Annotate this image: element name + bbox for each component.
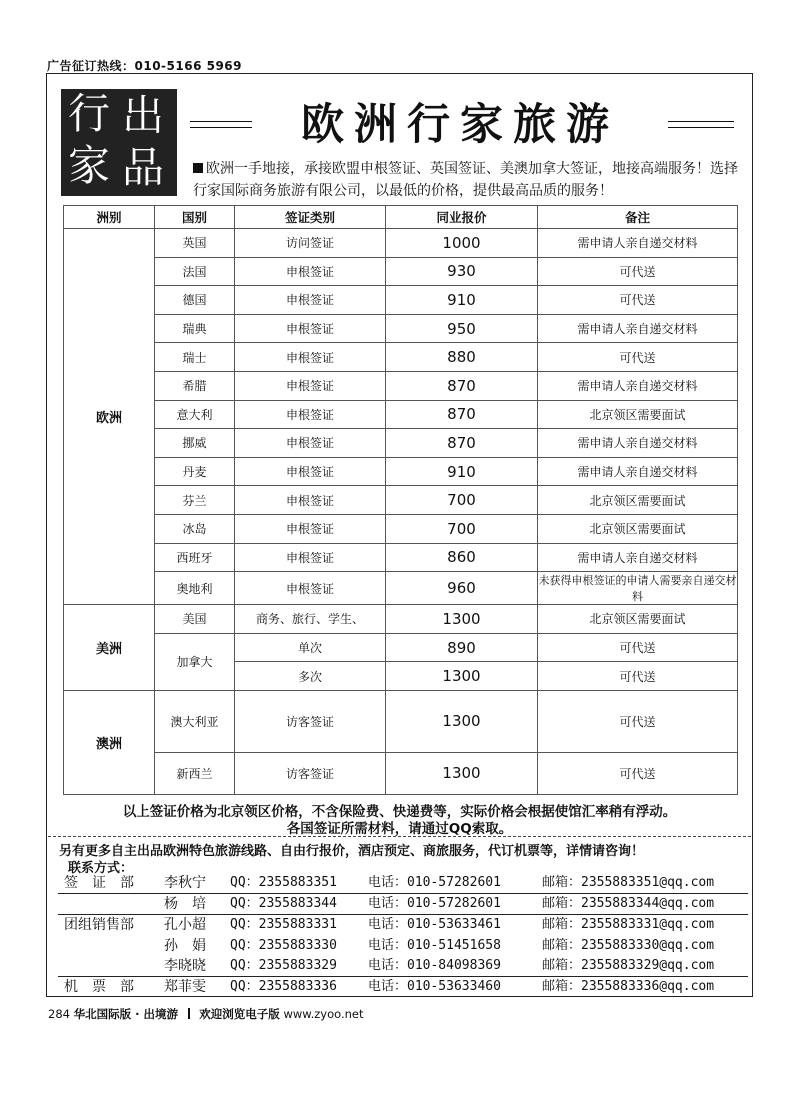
table-header-row [64,206,738,229]
contact-name: 杨 培 [164,896,206,913]
contact-email[interactable]: 邮箱：2355883344@qq.com [542,896,715,912]
price-cell: 1000 [386,229,538,258]
contact-name: 李秋宁 [164,875,206,891]
contact-email[interactable]: 邮箱：2355883330@qq.com [542,937,715,953]
country-cell: 西班牙 [155,543,235,572]
country-cell: 瑞典 [155,314,235,343]
remark-cell: 可代送 [538,286,738,315]
contact-email[interactable]: 邮箱：2355883329@qq.com [542,957,715,973]
visa-type-cell: 访问签证 [235,229,386,258]
contact-name: 李晓晓 [164,957,206,974]
region-cell-oceania: 澳洲 [64,690,155,794]
country-cell: 奥地利 [155,572,235,605]
title-rule-right [668,121,734,128]
materials-note: 各国签证所需材料，请通过QQ索取。 [286,821,513,837]
remark-cell: 可代送 [538,752,738,794]
page-footer [48,1006,364,1022]
title-rule-left [190,121,252,128]
price-cell: 960 [386,572,538,605]
visa-type-cell: 申根签证 [235,286,386,315]
visa-type-cell: 申根签证 [235,457,386,486]
contact-email[interactable]: 邮箱：2355883351@qq.com [542,875,715,890]
table-row [64,572,738,605]
region-cell-america: 美洲 [64,605,155,691]
price-cell: 890 [386,633,538,662]
contact-row [58,977,748,997]
col-header-region: 洲别 [64,206,155,229]
footer-slogan: 欢迎浏览电子版 [199,1007,280,1021]
country-cell: 芬兰 [155,486,235,515]
logo-char: 出 [121,91,164,140]
visa-type-cell: 单次 [235,633,386,662]
remark-cell: 可代送 [538,662,738,691]
country-cell: 德国 [155,286,235,315]
contact-qq: QQ：2355883331 [230,917,337,933]
contact-name: 郑菲雯 [164,978,206,995]
remark-cell: 可代送 [538,257,738,286]
more-services-text: 另有更多自主出品欧洲特色旅游线路、自由行报价，酒店预定、商旅服务，代订机票等，详情请咨询！ [59,844,645,859]
remark-cell: 可代送 [538,690,738,752]
contact-qq: QQ：2355883336 [230,978,337,994]
table-row [64,457,738,486]
visa-type-cell: 申根签证 [235,543,386,572]
country-cell: 瑞士 [155,343,235,372]
country-cell: 希腊 [155,371,235,400]
table-row [64,514,738,543]
contact-list [58,873,748,997]
intro-body: 欧洲一手地接，承接欧盟申根签证、英国签证、美澳加拿大签证，地接高端服务！选择行家国际商务旅游有限公司，以最低的价格，提供最高品质的服务！ [193,161,738,199]
price-cell: 910 [386,457,538,486]
remark-cell: 未获得申根签证的申请人需要亲自递交材料 [538,572,738,605]
remark-cell: 可代送 [538,633,738,662]
col-header-country: 国别 [155,206,235,229]
visa-type-cell: 申根签证 [235,514,386,543]
remark-cell: 需申请人亲自递交材料 [538,371,738,400]
price-cell: 930 [386,257,538,286]
table-row [64,543,738,572]
country-cell: 挪威 [155,429,235,458]
contact-phone: 电话：010-84098369 [368,957,501,973]
remark-cell: 北京领区需要面试 [538,605,738,634]
table-row [64,257,738,286]
col-header-price: 同业报价 [386,206,538,229]
price-note: 以上签证价格为北京领区价格，不含保险费、快递费等，实际价格会根据使馆汇率稍有浮动。 [122,804,677,820]
contact-dept: 签 证 部 [64,875,134,891]
country-cell: 新西兰 [155,752,235,794]
country-cell: 丹麦 [155,457,235,486]
remark-cell: 可代送 [538,343,738,372]
contact-row [58,873,748,894]
country-cell: 法国 [155,257,235,286]
contact-qq: QQ：2355883351 [230,875,337,890]
publication-name: 华北国际版 · 出境游 [73,1007,178,1021]
price-cell: 910 [386,286,538,315]
visa-type-cell: 申根签证 [235,572,386,605]
visa-price-table [63,205,738,795]
country-cell: 加拿大 [155,633,235,690]
table-row [64,371,738,400]
price-cell: 860 [386,543,538,572]
table-row [64,400,738,429]
contact-phone: 电话：010-57282601 [368,896,501,912]
visa-type-cell: 申根签证 [235,314,386,343]
country-cell: 英国 [155,229,235,258]
contact-dept: 团组销售部 [64,917,134,934]
price-cell: 880 [386,343,538,372]
contact-email[interactable]: 邮箱：2355883336@qq.com [542,978,715,994]
price-cell: 1300 [386,752,538,794]
col-header-visa-type: 签证类别 [235,206,386,229]
table-row [64,486,738,515]
country-cell: 澳大利亚 [155,690,235,752]
contact-row [58,915,748,935]
visa-type-cell: 申根签证 [235,371,386,400]
visa-type-cell: 申根签证 [235,429,386,458]
footer-separator [188,1008,190,1019]
logo-char: 品 [121,143,164,192]
visa-type-cell: 申根签证 [235,257,386,286]
contact-row [58,894,748,915]
visa-type-cell: 商务、旅行、学生、 [235,605,386,634]
remark-cell: 需申请人亲自递交材料 [538,543,738,572]
contact-name: 孔小超 [164,917,206,934]
region-cell-europe: 欧洲 [64,229,155,605]
table-row [64,343,738,372]
contact-qq: QQ：2355883329 [230,957,337,973]
price-cell: 870 [386,371,538,400]
table-row [64,605,738,634]
contact-dept: 机 票 部 [64,978,134,995]
brand-logo [61,89,177,196]
table-row [64,429,738,458]
contact-email[interactable]: 邮箱：2355883331@qq.com [542,917,715,933]
price-cell: 1300 [386,662,538,691]
contact-row [58,936,748,956]
price-cell: 870 [386,429,538,458]
price-cell: 700 [386,514,538,543]
price-cell: 1300 [386,605,538,634]
intro-text [193,158,743,202]
visa-type-cell: 申根签证 [235,343,386,372]
table-row [64,752,738,794]
title-row [190,97,740,153]
country-cell: 冰岛 [155,514,235,543]
remark-cell: 需申请人亲自递交材料 [538,457,738,486]
country-cell: 美国 [155,605,235,634]
remark-cell: 需申请人亲自递交材料 [538,314,738,343]
contact-row [58,956,748,977]
price-cell: 1300 [386,690,538,752]
price-cell: 870 [386,400,538,429]
visa-type-cell: 访客签证 [235,690,386,752]
contact-qq: QQ：2355883344 [230,896,337,912]
contact-phone: 电话：010-53633461 [368,917,501,933]
visa-type-cell: 申根签证 [235,400,386,429]
visa-type-cell: 申根签证 [235,486,386,515]
country-cell: 意大利 [155,400,235,429]
contact-phone: 电话：010-51451658 [368,937,501,953]
dashed-divider [48,836,751,837]
price-cell: 700 [386,486,538,515]
remark-cell: 北京领区需要面试 [538,514,738,543]
remark-cell: 需申请人亲自递交材料 [538,429,738,458]
page-number: 284 [48,1007,70,1021]
bullet-square-icon [193,163,203,173]
remark-cell: 需申请人亲自递交材料 [538,229,738,258]
contact-phone: 电话：010-53633460 [368,978,501,994]
visa-type-cell: 多次 [235,662,386,691]
table-row [64,229,738,258]
contact-name: 孙 娟 [164,937,206,954]
table-row [64,314,738,343]
table-row [64,633,738,662]
table-row [64,690,738,752]
logo-char: 家 [67,141,110,190]
remark-cell: 北京领区需要面试 [538,486,738,515]
logo-char: 行 [67,89,110,138]
footer-url[interactable]: www.zyoo.net [283,1007,364,1021]
remark-cell: 北京领区需要面试 [538,400,738,429]
contact-qq: QQ：2355883330 [230,937,337,953]
visa-type-cell: 访客签证 [235,752,386,794]
price-cell: 950 [386,314,538,343]
page-title: 欧洲行家旅游 [301,100,619,150]
table-row [64,286,738,315]
contact-phone: 电话：010-57282601 [368,875,501,890]
ad-hotline: 广告征订热线：010-5166 5969 [47,59,243,73]
contact-label: 联系方式： [68,861,134,876]
col-header-remark: 备注 [538,206,738,229]
